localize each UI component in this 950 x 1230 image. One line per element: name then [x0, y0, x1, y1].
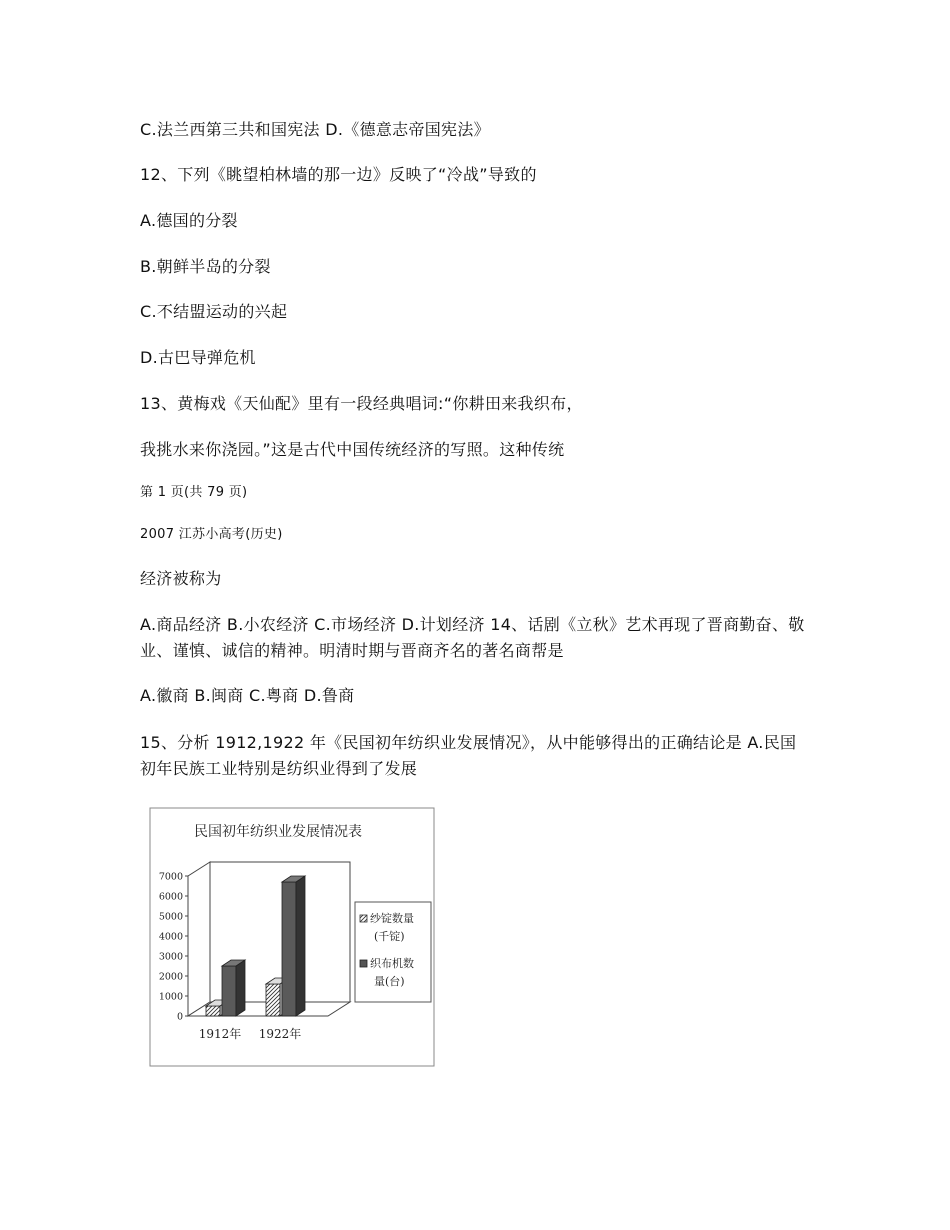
- legend-spindles-line1: 纱锭数量: [370, 912, 414, 925]
- bar-front: [206, 1006, 220, 1016]
- q13-stem-line2: 我挑水来你浇园。”这是古代中国传统经济的写照。这种传统: [140, 440, 565, 459]
- legend-swatch-looms: [360, 960, 367, 967]
- q15-stem: 15、分析 1912,1922 年《民国初年纺织业发展情况》，从中能够得出的正确结论是 A.民国初年民族工业特别是纺织业得到了发展: [140, 733, 797, 778]
- q12-option-b: B.朝鲜半岛的分裂: [140, 257, 271, 276]
- chart-svg: [148, 806, 438, 1070]
- y-tick-label: 6000: [158, 891, 183, 903]
- legend-spindles-line2: (千锭): [374, 930, 405, 943]
- bar-side: [296, 876, 305, 1016]
- legend-swatch-spindles: [360, 915, 367, 922]
- y-tick-label: 4000: [158, 931, 183, 943]
- q12-option-d: D.古巴导弹危机: [140, 348, 256, 367]
- chart-title: 民国初年纺织业发展情况表: [194, 824, 362, 840]
- bar-front: [266, 984, 280, 1016]
- legend-looms-line2: 量(台): [374, 975, 405, 988]
- x-category-label: 1912年: [198, 1027, 242, 1041]
- q13-options-q14-stem: A.商品经济 B.小农经济 C.市场经济 D.计划经济 14、话剧《立秋》艺术再现了晋商勤奋、敬业、谨慎、诚信的精神。明清时期与晋商齐名的著名商帮是: [140, 615, 805, 660]
- bar-0-1: [222, 960, 245, 1016]
- q11-options-cd: C.法兰西第三共和国宪法 D.《德意志帝国宪法》: [140, 120, 490, 139]
- q13-stem-line1: 13、黄梅戏《天仙配》里有一段经典唱词:“你耕田来我织布，: [140, 394, 583, 413]
- q14-options: A.徽商 B.闽商 C.粤商 D.鲁商: [140, 686, 355, 705]
- q12-stem: 12、下列《眺望柏林墙的那一边》反映了“冷战”导致的: [140, 165, 537, 184]
- bar-1-1: [282, 876, 305, 1016]
- y-tick-label: 0: [176, 1011, 183, 1023]
- q13-stem-line3: 经济被称为: [140, 569, 222, 588]
- bar-side: [236, 960, 245, 1016]
- textile-chart: [148, 806, 438, 1070]
- q12-option-c: C.不结盟运动的兴起: [140, 302, 288, 321]
- x-category-label: 1922年: [258, 1027, 302, 1041]
- y-tick-label: 3000: [158, 951, 183, 963]
- page-footer: 第 1 页(共 79 页): [140, 485, 248, 500]
- legend-looms-line1: 织布机数: [370, 957, 414, 970]
- bar-front: [222, 966, 236, 1016]
- page-header: 2007 江苏小高考(历史): [140, 527, 283, 542]
- chart-legend: [355, 902, 431, 1002]
- chart-side-wall: [188, 862, 210, 1016]
- y-tick-label: 7000: [158, 871, 183, 883]
- q12-option-a: A.德国的分裂: [140, 211, 238, 230]
- y-tick-label: 1000: [158, 991, 183, 1003]
- y-tick-label: 5000: [158, 911, 183, 923]
- bar-front: [282, 882, 296, 1016]
- y-tick-label: 2000: [158, 971, 183, 983]
